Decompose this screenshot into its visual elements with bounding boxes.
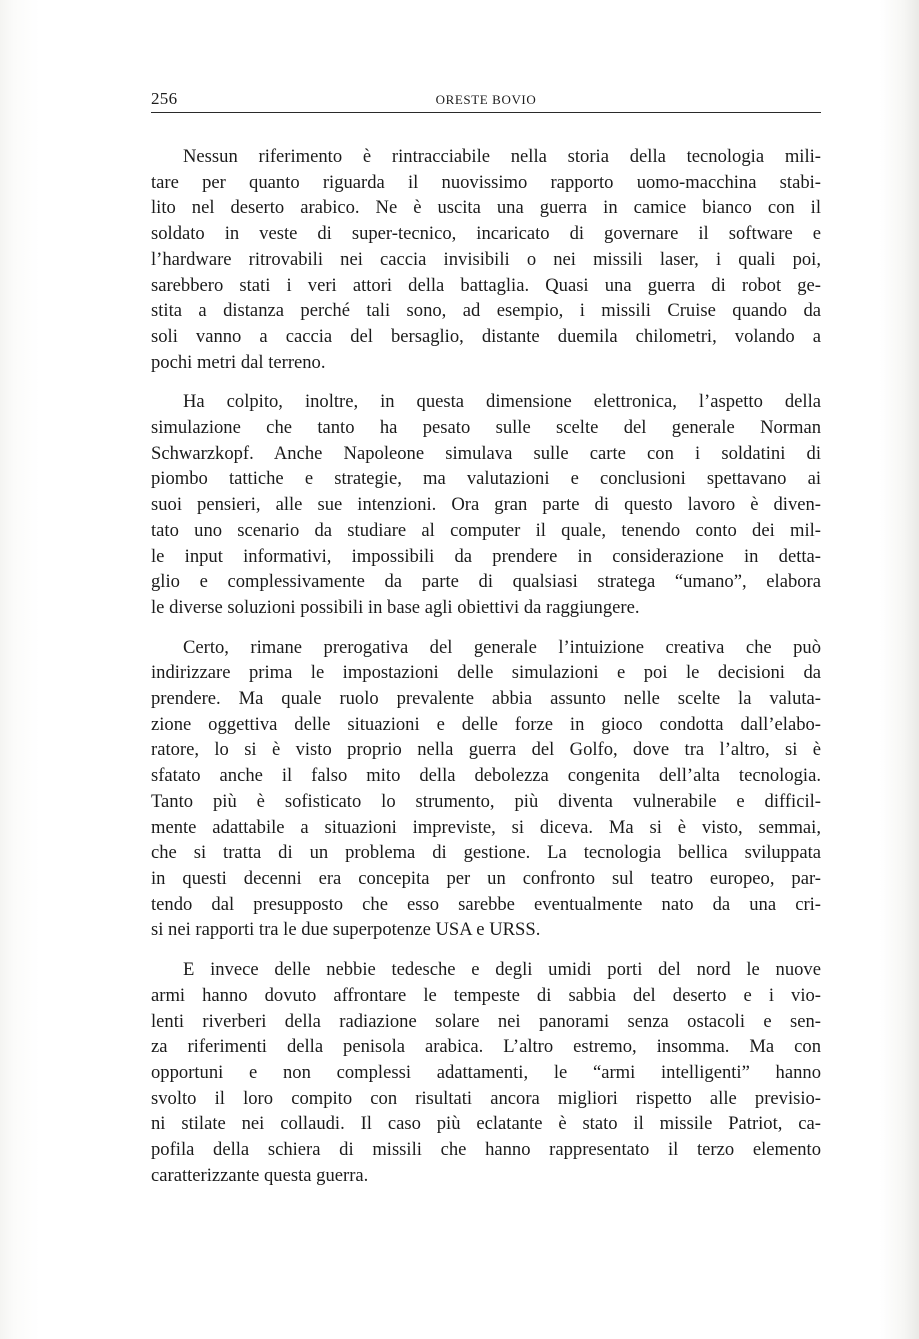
text-line: l’hardware ritrovabili nei caccia invisibili o nei missili laser, i quali poi, bbox=[151, 248, 821, 270]
text-line: sarebbero stati i veri attori della battaglia. Quasi una guerra di robot ge- bbox=[151, 274, 821, 296]
running-title: ORESTE BOVIO bbox=[435, 92, 537, 107]
text-line: pofila della schiera di missili che hanno rappresentato il terzo elemento bbox=[151, 1139, 821, 1161]
text-line: zione oggettiva delle situazioni e delle forze in gioco condotta dall’elabo- bbox=[151, 713, 821, 735]
text-line: ni stilate nei collaudi. Il caso più eclatante è stato il missile Patriot, ca- bbox=[151, 1113, 821, 1135]
text-line: in questi decenni era concepita per un confronto sul teatro europeo, par- bbox=[151, 867, 821, 889]
text-line: Nessun riferimento è rintracciabile nella storia della tecnologia mili- bbox=[183, 146, 821, 167]
body-text bbox=[151, 144, 821, 1188]
text-line: sfatato anche il falso mito della debolezza congenita dell’alta tecnologia. bbox=[151, 765, 821, 787]
text-line: Ha colpito, inoltre, in questa dimensione elettronica, l’aspetto della bbox=[183, 391, 821, 413]
header-rule bbox=[151, 112, 821, 113]
text-line: le input informativi, impossibili da prendere in considerazione in detta- bbox=[151, 545, 821, 567]
paragraph bbox=[151, 635, 821, 943]
text-line: svolto il loro compito con risultati ancora migliori rispetto alle previsio- bbox=[151, 1087, 821, 1109]
text-line: pochi metri dal terreno. bbox=[151, 351, 326, 373]
text-line: Tanto più è sofisticato lo strumento, più diventa vulnerabile e difficil- bbox=[151, 790, 821, 812]
paragraph bbox=[151, 957, 821, 1188]
text-line: Certo, rimane prerogativa del generale l’intuizione creativa che può bbox=[183, 636, 821, 658]
text-line: tato uno scenario da studiare al computer il quale, tenendo conto dei mil- bbox=[151, 519, 821, 541]
text-line: simulazione che tanto ha pesato sulle scelte del generale Norman bbox=[151, 417, 821, 439]
text-line: mente adattabile a situazioni impreviste, si diceva. Ma si è visto, semmai, bbox=[151, 816, 821, 838]
text-line: E invece delle nebbie tedesche e degli umidi porti del nord le nuove bbox=[183, 959, 821, 981]
text-line: le diverse soluzioni possibili in base agli obiettivi da raggiungere. bbox=[151, 596, 640, 618]
text-line: armi hanno dovuto affrontare le tempeste di sabbia del deserto e i vio- bbox=[151, 984, 821, 1006]
text-line: prendere. Ma quale ruolo prevalente abbia assunto nelle scelte la valuta- bbox=[151, 688, 821, 710]
text-line: ratore, lo si è visto proprio nella guerra del Golfo, dove tra l’altro, si è bbox=[151, 739, 821, 761]
text-line: si nei rapporti tra le due superpotenze USA e URSS. bbox=[151, 919, 541, 941]
paragraph bbox=[151, 144, 821, 375]
text-line: soldato in veste di super-tecnico, incaricato di governare il software e bbox=[151, 223, 821, 245]
text-line: soli vanno a caccia del bersaglio, distante duemila chilometri, volando a bbox=[151, 325, 821, 347]
text-line: lito nel deserto arabico. Ne è uscita una guerra in camice bianco con il bbox=[151, 197, 821, 219]
text-line: tare per quanto riguarda il nuovissimo rapporto uomo-macchina stabi- bbox=[151, 171, 821, 193]
text-line: za riferimenti della penisola arabica. L’altro estremo, insomma. Ma con bbox=[151, 1036, 821, 1058]
text-line: suoi pensieri, alle sue intenzioni. Ora gran parte di questo lavoro è diven- bbox=[151, 494, 821, 516]
paragraph bbox=[151, 389, 821, 620]
text-line: lenti riverberi della radiazione solare nei panorami senza ostacoli e sen- bbox=[151, 1010, 821, 1032]
text-line: glio e complessivamente da parte di qualsiasi stratega “umano”, elabora bbox=[151, 571, 821, 593]
text-line: tendo dal presupposto che esso sarebbe eventualmente nato da una cri- bbox=[151, 893, 821, 915]
text-line: opportuni e non complessi adattamenti, le “armi intelligenti” hanno bbox=[151, 1061, 821, 1083]
text-line: caratterizzante questa guerra. bbox=[151, 1164, 369, 1186]
page-number: 256 bbox=[151, 89, 178, 108]
text-line: Schwarzkopf. Anche Napoleone simulava sulle carte con i soldatini di bbox=[151, 442, 821, 464]
running-head bbox=[151, 87, 821, 111]
text-line: stita a distanza perché tali sono, ad esempio, i missili Cruise quando da bbox=[151, 300, 821, 322]
text-line: piombo tattiche e strategie, ma valutazioni e conclusioni spettavano ai bbox=[151, 468, 821, 490]
text-line: che si tratta di un problema di gestione. La tecnologia bellica sviluppata bbox=[151, 842, 821, 864]
text-line: indirizzare prima le impostazioni delle simulazioni e poi le decisioni da bbox=[151, 662, 821, 684]
